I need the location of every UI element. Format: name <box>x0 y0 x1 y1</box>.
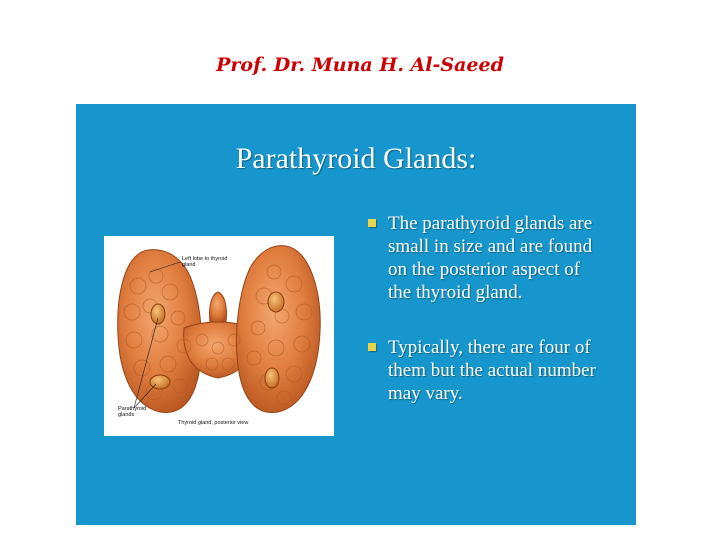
left-lobe-label: Left lobe to thyroid gland <box>182 256 228 268</box>
square-bullet-icon <box>368 219 376 227</box>
parathyroid-label: Parathyroid glands <box>118 406 147 418</box>
thyroid-illustration <box>104 236 334 436</box>
bullet-text: Typically, there are four of them but the actual number may vary. <box>388 337 596 404</box>
bullet-text: The parathyroid glands are small in size and are found on the posterior aspect of the thyroid gland. <box>388 213 593 303</box>
slide-title: Parathyroid Glands: <box>235 142 477 175</box>
bullet-item <box>366 212 606 304</box>
author-header: Prof. Dr. Muna H. Al-Saeed <box>216 54 504 76</box>
figure-caption: Thyroid gland, posterior view <box>178 420 249 426</box>
square-bullet-icon <box>368 343 376 351</box>
bullet-item <box>366 336 606 405</box>
bullet-list <box>366 212 606 437</box>
slide-panel <box>76 104 636 525</box>
